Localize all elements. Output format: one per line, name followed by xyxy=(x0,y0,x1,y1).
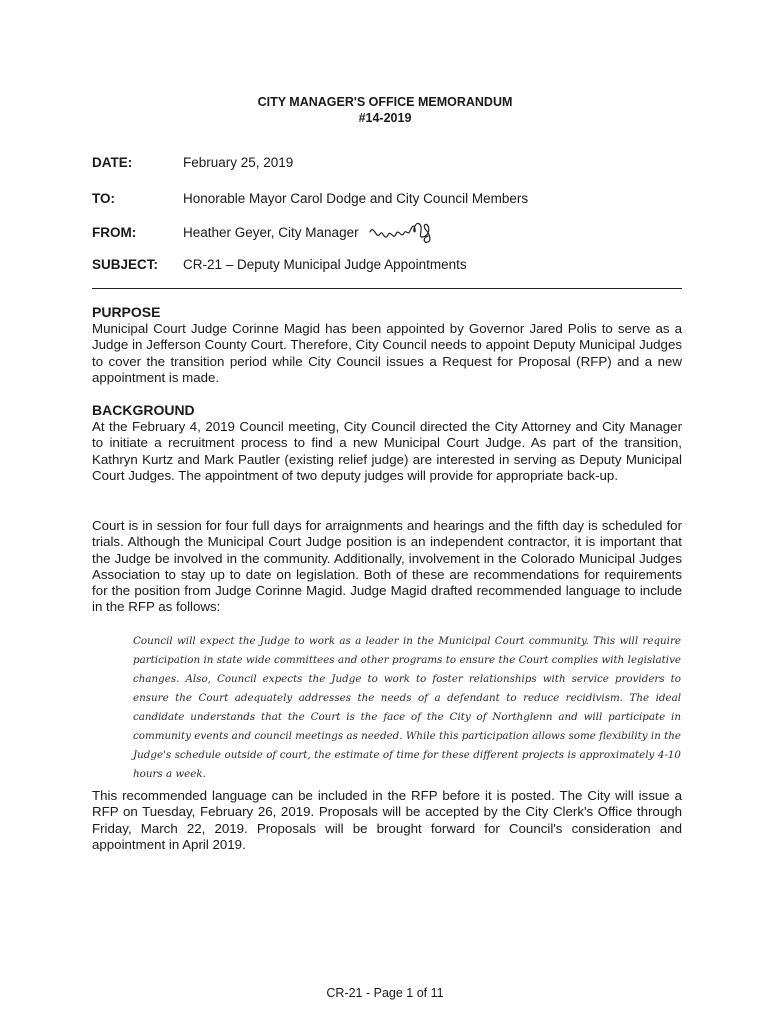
background-paragraph-1: At the February 4, 2019 Council meeting, City Council directed the City Attorney and City Manager to initiate a recruitment process to find a new Municipal Court Judge. As part of the transition, Kathryn Kurtz and Mark Pautler (existing relief judge) are interested in serving as Deputy Municipal Court Judges. The appointment of two deputy judges will provide for appropriate back-up. xyxy=(92,419,682,483)
subject-value: CR-21 – Deputy Municipal Judge Appointments xyxy=(183,257,467,272)
memo-title: CITY MANAGER'S OFFICE MEMORANDUM xyxy=(257,95,513,109)
date-label: DATE: xyxy=(92,155,133,170)
background-paragraph-2: Court is in session for four full days for arraignments and hearings and the fifth day is scheduled for trials. Although the Municipal Court Judge position is an independent contractor, it is important that the Judge be involved in the community. Additionally, involvement in the Colorado Municipal Judges Association to stay up to date on legislation. Both of these are recommendations for requirements for the position from Judge Corinne Magid. Judge Magid drafted recommended language to include in the RFP as follows: xyxy=(92,518,682,615)
page-footer: CR-21 - Page 1 of 11 xyxy=(326,986,444,1000)
background-heading: BACKGROUND xyxy=(92,402,195,418)
purpose-heading: PURPOSE xyxy=(92,304,161,320)
purpose-text: Municipal Court Judge Corinne Magid has been appointed by Governor Jared Polis to serve as a Judge in Jefferson County Court. Therefore, City Council needs to appoint Deputy Municipal Judges to cover the transition period while City Council issues a Request for Proposal (RFP) and a new appointment is made. xyxy=(92,321,682,385)
signature-icon xyxy=(368,220,438,246)
to-label: TO: xyxy=(92,191,115,206)
to-value: Honorable Mayor Carol Dodge and City Council Members xyxy=(183,191,529,206)
from-label: FROM: xyxy=(92,225,137,240)
header-divider xyxy=(92,288,682,289)
background-paragraph-3: This recommended language can be included in the RFP before it is posted. The City will issue a RFP on Tuesday, February 26, 2019. Proposals will be accepted by the City Clerk's Office through Friday, March 22, 2019. Proposals will be brought forward for Council's consideration and appointment in April 2019. xyxy=(92,788,682,852)
subject-label: SUBJECT: xyxy=(92,257,159,272)
date-value: February 25, 2019 xyxy=(183,155,294,170)
memo-number: #14-2019 xyxy=(358,111,412,125)
rfp-language-quote: Council will expect the Judge to work as a leader in the Municipal Court community. This will require participation in state wide committees and other programs to ensure the Court complies with legislative changes. Also, Council expects the Judge to work to foster relationships with service providers to ensure the Court adequately addresses the needs of a defendant to reduce recidivism. The ideal candidate understands that the Court is the face of the City of Northglenn and will participate in community events and council meetings as needed. While this participation allows some flexibility in the Judge's schedule outside of court, the estimate of time for these different projects is approximately 4-10 hours a week. xyxy=(133,635,681,780)
from-value: Heather Geyer, City Manager xyxy=(183,225,359,240)
